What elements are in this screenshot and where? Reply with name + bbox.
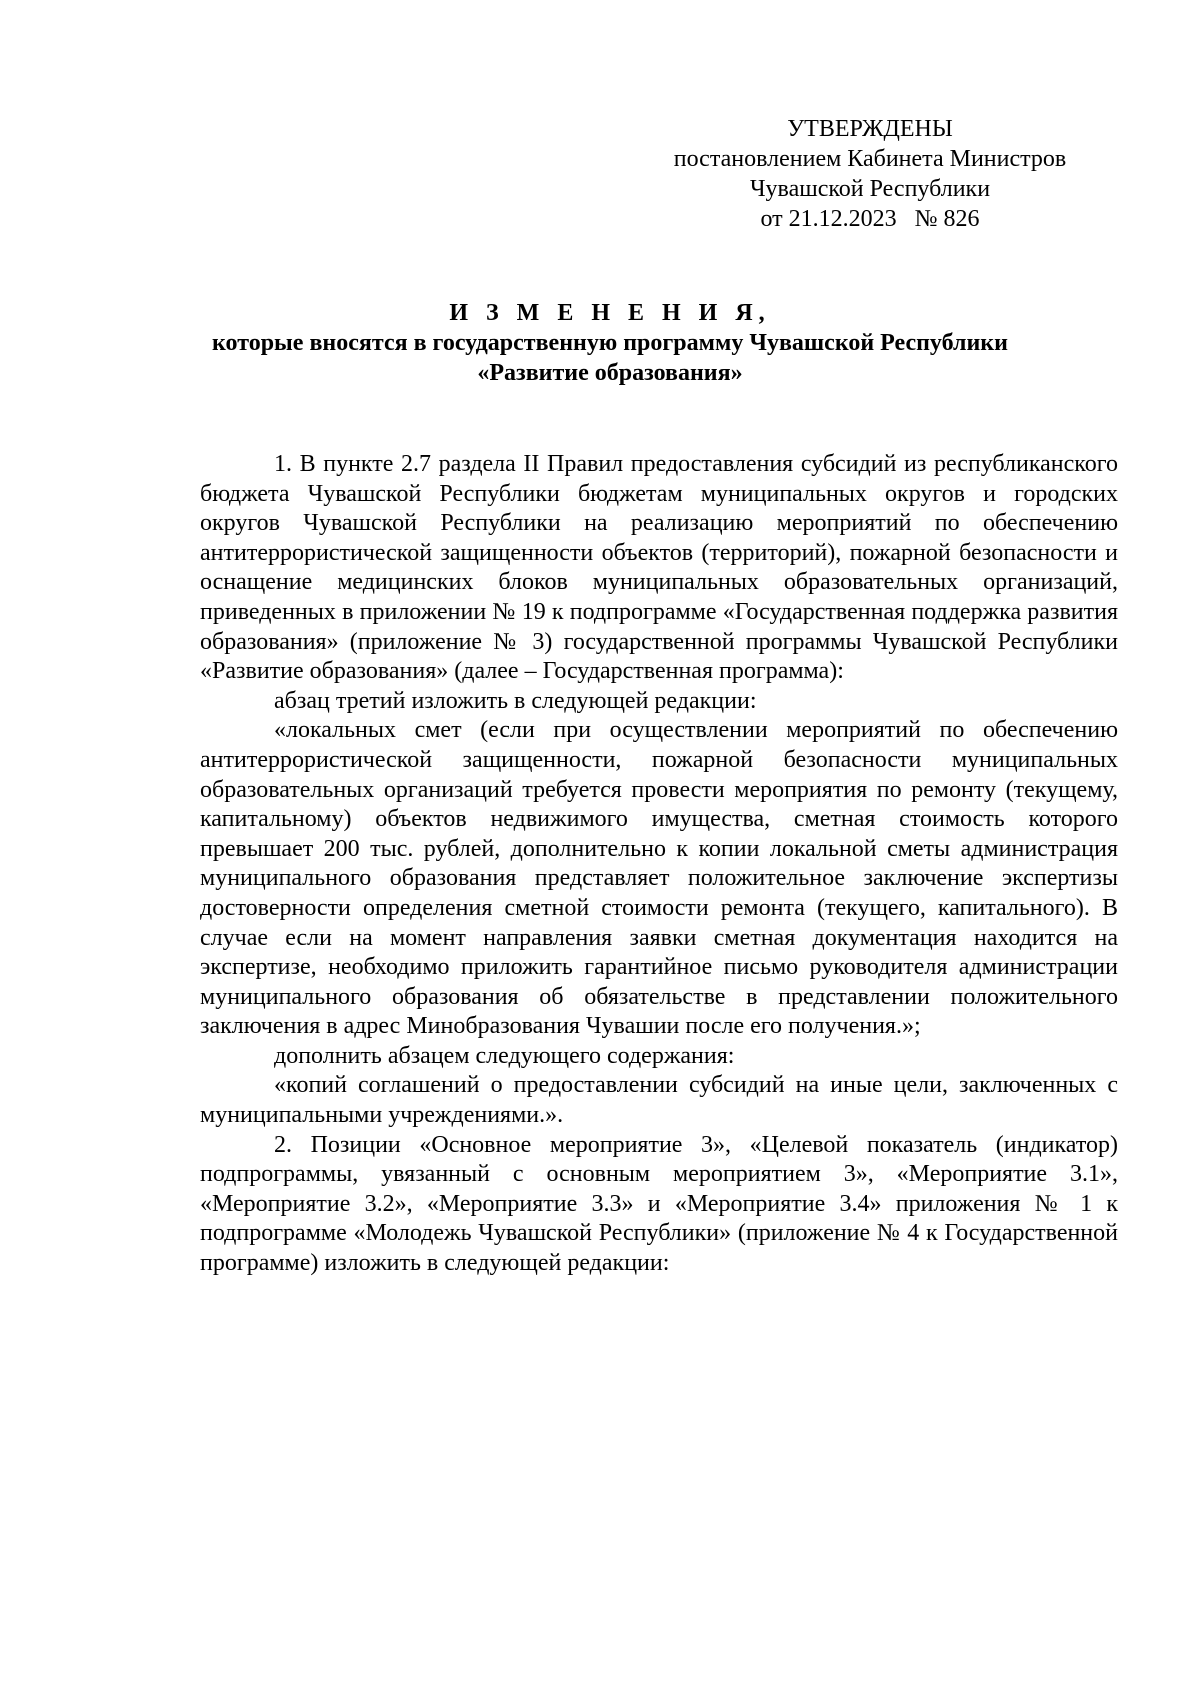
paragraph-1: 1. В пункте 2.7 раздела II Правил предоставления субсидий из республиканского бюджета Чувашской Республики бюджетам муниципальных округов и городских округов Чувашской Республики на реализацию мероприятий по обеспечению антитеррористической защищенности объектов (территорий), пожарной безопасности и оснащение медицинских блоков муниципальных образовательных организаций, приведенных в приложении № 19 к подпрограмме «Государственная поддержка развития образования» (приложение № 3) государственной программы Чувашской Республики «Развитие образования» (далее – Государственная программа): (200, 451, 1118, 685)
approval-title: УТВЕРЖДЕНЫ (787, 116, 953, 142)
approval-date-number: от 21.12.2023 № 826 (760, 206, 980, 232)
heading-subtitle-line1: которые вносятся в государственную программу Чувашской Республики (212, 330, 1008, 356)
approval-resolution: постановлением Кабинета Министров (673, 146, 1067, 172)
heading-subtitle-line2: «Развитие образования» (477, 360, 743, 386)
paragraph-2: абзац третий изложить в следующей редакции: (274, 687, 757, 714)
paragraph-3: «локальных смет (если при осуществлении мероприятий по обеспечению антитеррористической защищенности, пожарной безопасности муниципальных образовательных организаций требуется провести мероприятия по ремонту (текущему, капитальному) объектов недвижимого имущества, сметная стоимость которого превышает 200 тыс. рублей, дополнительно к копии локальной сметы администрация муниципального образования представляет положительное заключение экспертизы достоверности определения сметной стоимости ремонта (текущего, капитального). В случае если на момент направления заявки сметная документация находится на экспертизе, необходимо приложить гарантийное письмо руководителя администрации муниципального образования об обязательстве в представлении положительного заключения в адрес Минобразования Чувашии после его получения.»; (200, 717, 1118, 1040)
paragraph-6: 2. Позиции «Основное мероприятие 3», «Целевой показатель (индикатор) подпрограммы, увязанный с основным мероприятием 3», «Мероприятие 3.1», «Мероприятие 3.2», «Мероприятие 3.3» и «Мероприятие 3.4» приложения № 1 к подпрограмме «Молодежь Чувашской Республики» (приложение № 4 к Государственной программе) изложить в следующей редакции: (200, 1131, 1118, 1277)
approval-republic: Чувашской Республики (749, 176, 991, 202)
heading-title: И З М Е Н Е Н И Я, (449, 300, 771, 326)
approval-stamp (620, 114, 1120, 234)
document-heading (160, 298, 1060, 388)
paragraph-4: дополнить абзацем следующего содержания: (274, 1042, 735, 1069)
paragraph-5: «копий соглашений о предоставлении субсидий на иные цели, заключенных с муниципальными учреждениями.». (200, 1072, 1118, 1129)
document-body (200, 450, 1118, 1279)
